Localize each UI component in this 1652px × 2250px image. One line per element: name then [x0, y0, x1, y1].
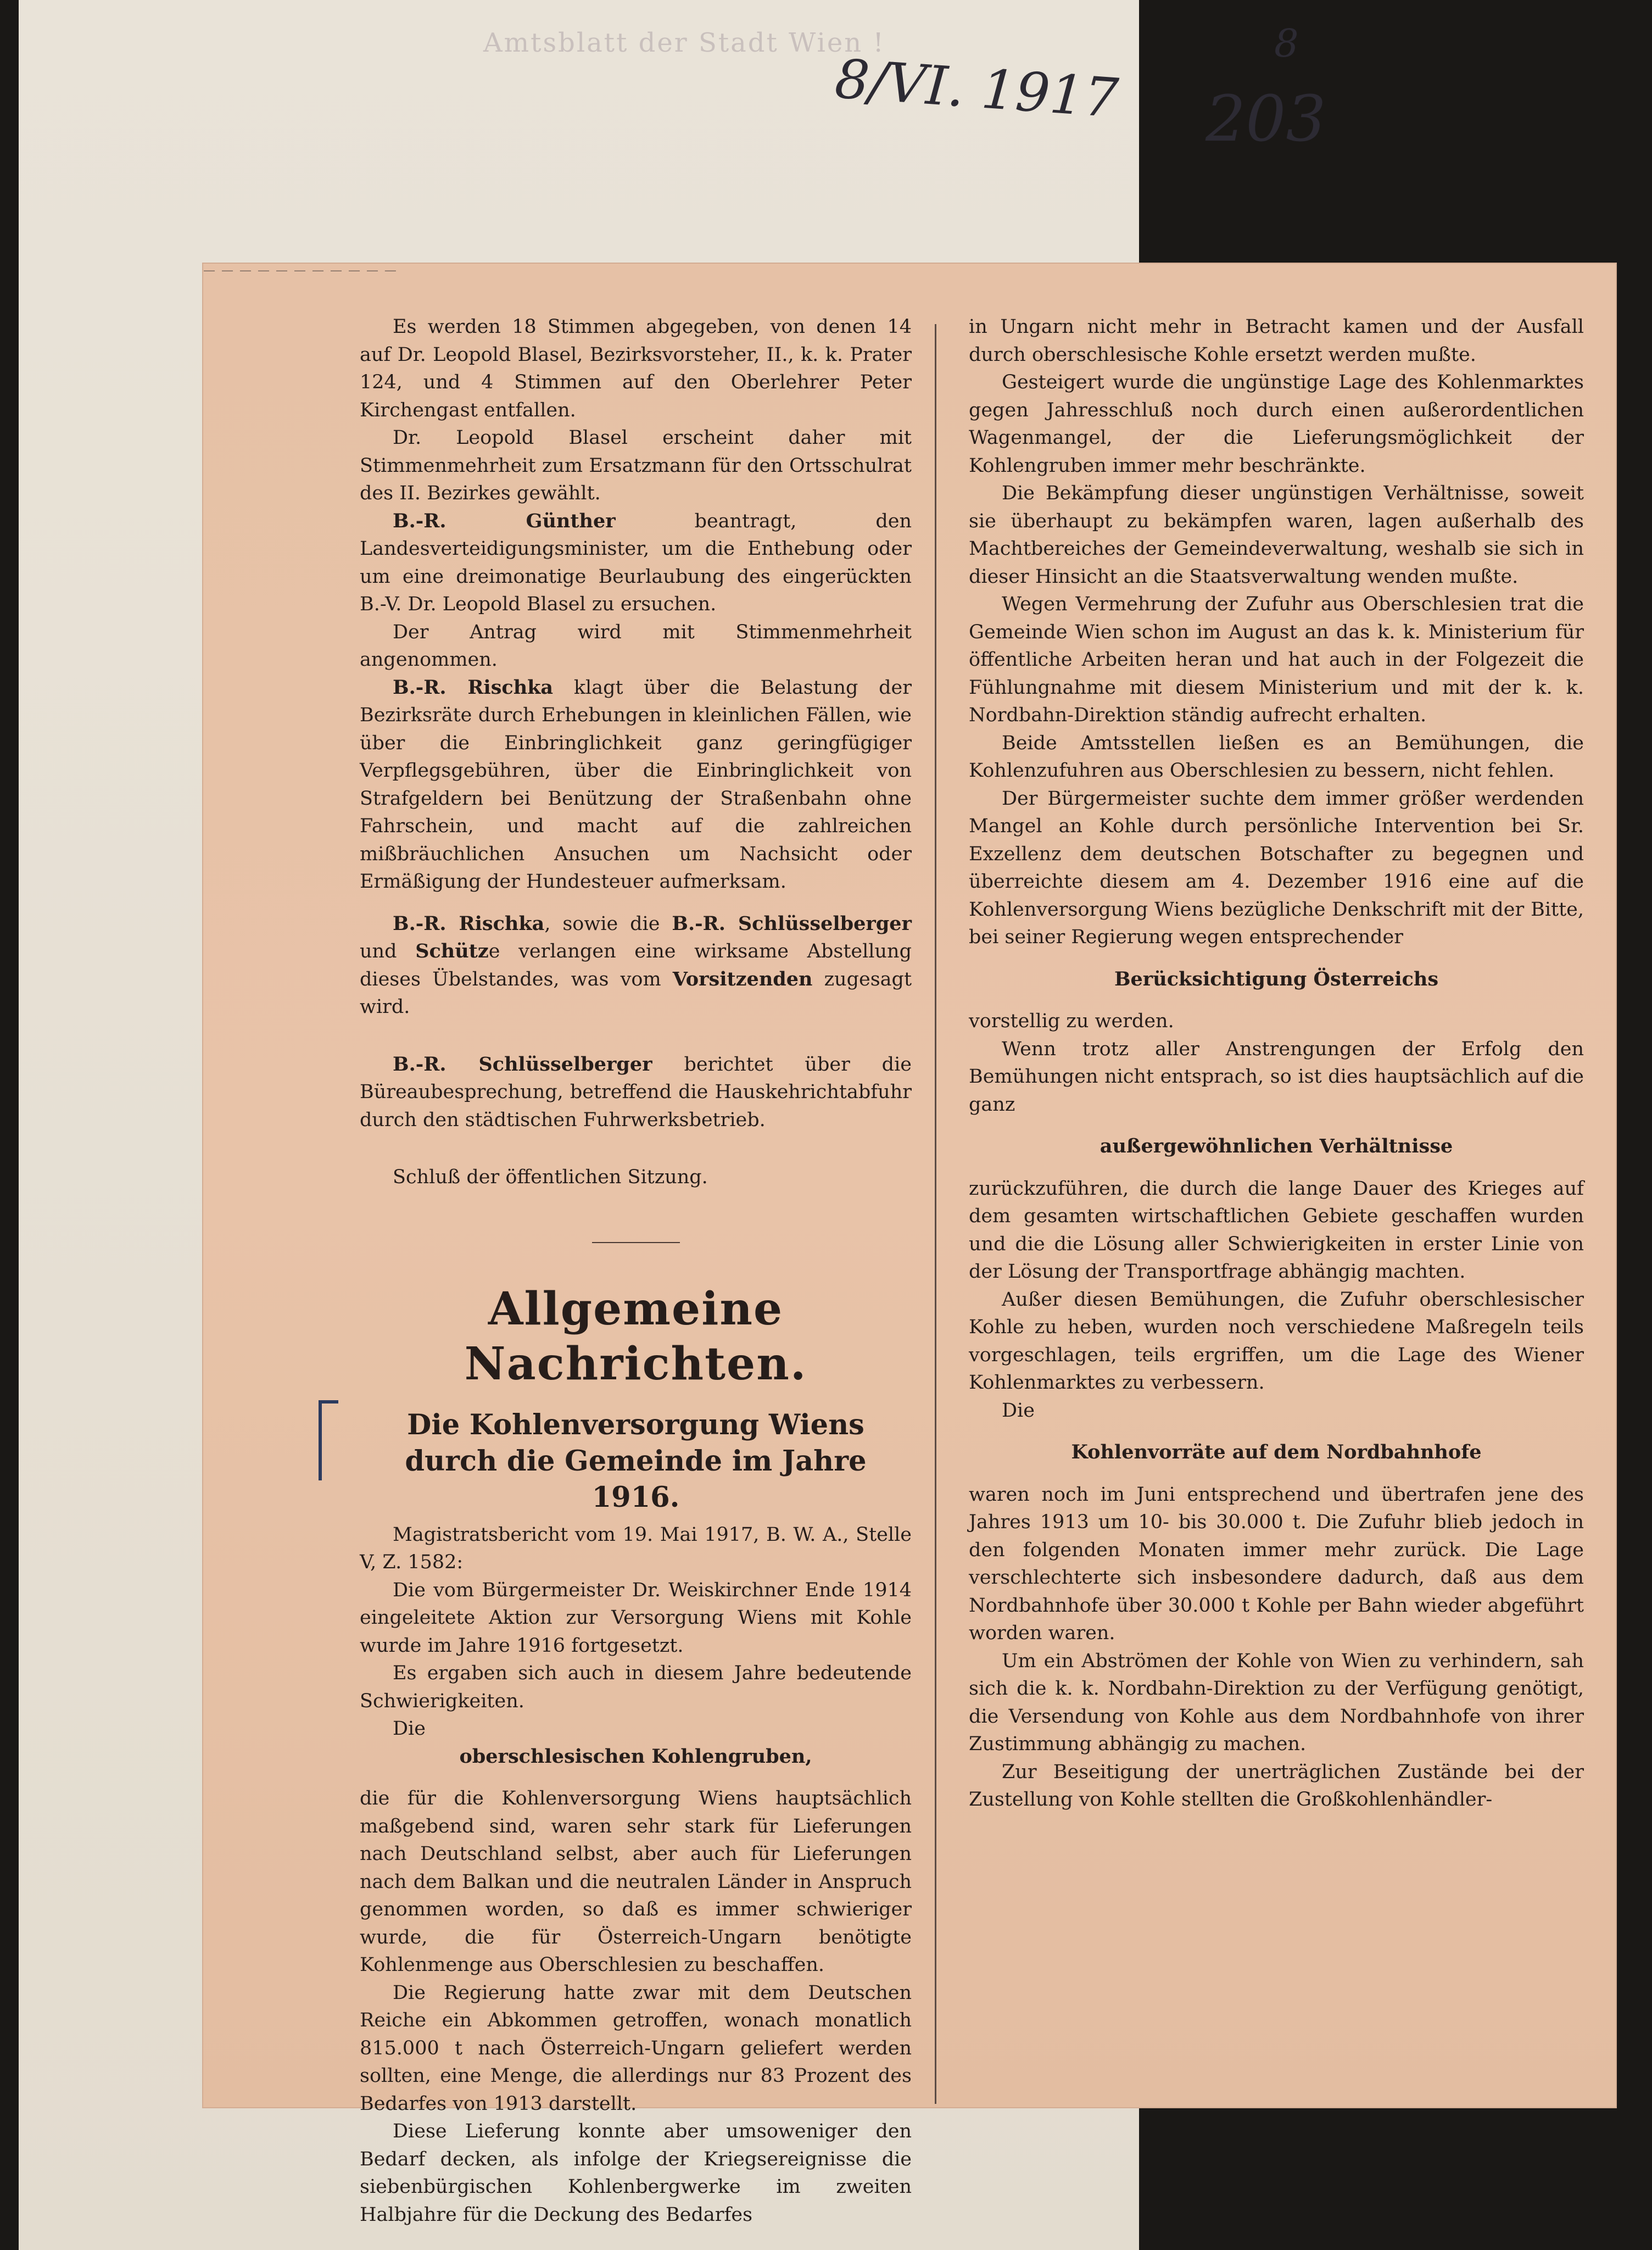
- paragraph: vorstellig zu werden.: [969, 1010, 1174, 1032]
- speaker-name: B.-R. Günther: [393, 509, 616, 532]
- paragraph: Um ein Abströmen der Kohle von Wien zu verhindern, sah sich die k. k. Nordbahn-Direktion zu der Verfügung genötigt, die Versendung von Kohle aus dem Nordbahnhofe von ihrer Zustimmung abhängig zu machen.: [969, 1650, 1584, 1755]
- left-column: [360, 313, 912, 2229]
- paragraph: B.-R. Günther beantragt, den Landesverteidigungsminister, um die Enthebung oder um eine dreimonatige Beurlaubung des eingerückten B.-V. Dr. Leopold Blasel zu ersuchen.: [360, 509, 912, 615]
- paragraph: Außer diesen Bemühungen, die Zufuhr oberschlesischer Kohle zu heben, wurden noch verschiedene Maßregeln teils vorgeschlagen, teils ergriffen, um die Lage des Wiener Kohlenmarktes zu verbessern.: [969, 1288, 1584, 1394]
- paragraph: die für die Kohlenversorgung Wiens hauptsächlich maßgebend sind, waren sehr stark für Lieferungen nach Deutschland selbst, aber auch für Lieferungen nach dem Balkan und die neutralen Länder in Anspruch genommen worden, so daß es immer schwieriger wurde, die für Österreich-Ungarn benötigte Kohlenmenge aus Oberschlesien zu beschaffen.: [360, 1787, 912, 1976]
- folio-number: 203: [1205, 82, 1326, 156]
- section-separator: [592, 1242, 680, 1243]
- paragraph: Wegen Vermehrung der Zufuhr aus Oberschlesien trat die Gemeinde Wien schon im August an das k. k. Ministerium für öffentliche Arbeiten heran und hat auch in der Folgezeit die Fühlungnahme mit diesem Ministerium und mit der k. k. Nordbahn-Direktion ständig aufrecht erhalten.: [969, 593, 1584, 726]
- paragraph: Die Bekämpfung dieser ungünstigen Verhältnisse, soweit sie überhaupt zu bekämpfen waren, lagen außerhalb des Machtbereiches der Gemeindeverwaltung, weshalb sie sich in dieser Hinsicht an die Staatsverwaltung wenden mußte.: [969, 482, 1584, 588]
- paragraph: Zur Beseitigung der unerträglichen Zustände bei der Zustellung von Kohle stellten die Großkohlenhändler-: [969, 1761, 1584, 1811]
- paragraph: Beide Amtsstellen ließen es an Bemühungen, die Kohlenzufuhren aus Oberschlesien zu bessern, nicht fehlen.: [969, 732, 1584, 782]
- speaker-name: B.-R. Schlüsselberger: [393, 1052, 652, 1076]
- paragraph: in Ungarn nicht mehr in Betracht kamen und der Ausfall durch oberschlesische Kohle ersetzt werden mußte.: [969, 316, 1584, 366]
- handwritten-date: 8/VI. 1917: [833, 48, 1120, 130]
- paragraph: Die Regierung hatte zwar mit dem Deutschen Reiche ein Abkommen getroffen, wonach monatlich 815.000 t nach Österreich-Ungarn geliefert werden sollten, eine Menge, die allerdings nur 83 Prozent des Bedarfes von 1913 darstellt.: [360, 1981, 912, 2115]
- paragraph: Es ergaben sich auch in diesem Jahre bedeutende Schwierigkeiten.: [360, 1662, 912, 1712]
- paragraph: B.-R. Schlüsselberger berichtet über die Büreaubesprechung, betreffend die Hauskehrichtabfuhr durch den städtischen Fuhrwerksbetrieb.: [360, 1052, 912, 1131]
- paragraph: B.-R. Rischka, sowie die B.-R. Schlüsselberger und Schütze verlangen eine wirksame Abstellung dieses Übelstandes, was vom Vorsitzenden zugesagt wird.: [360, 912, 912, 1018]
- paragraph: Dr. Leopold Blasel erscheint daher mit Stimmenmehrheit zum Ersatzmann für den Ortsschulrat des II. Bezirkes gewählt.: [360, 427, 912, 504]
- paragraph: Wenn trotz aller Anstrengungen der Erfolg den Bemühungen nicht entsprach, so ist dies hauptsächlich auf die ganz: [969, 1038, 1584, 1116]
- newspaper-clipping: [203, 264, 1616, 2226]
- right-column: [969, 313, 1652, 1814]
- paragraph: waren noch im Juni entsprechend und übertrafen jene des Jahres 1913 um 10- bis 30.000 t. Die Zufuhr blieb jedoch in den folgenden Monaten immer mehr zurück. Die Lage verschlechterte sich insbesondere dadurch, daß aus dem Nordbahnhofe über 30.000 t Kohle per Bahn wieder abgeführt worden waren.: [969, 1483, 1584, 1644]
- section-heading: Allgemeine Nachrichten.: [464, 1282, 807, 1390]
- pencil-bracket-mark: [319, 1400, 338, 1480]
- paragraph: Schluß der öffentlichen Sitzung.: [393, 1166, 708, 1188]
- cut-header-remnant: — — — — — — — — — — —: [203, 264, 398, 277]
- speaker-name: B.-R. Rischka: [393, 676, 554, 699]
- paragraph: Magistratsbericht vom 19. Mai 1917, B. W. A., Stelle V, Z. 1582:: [360, 1523, 912, 1573]
- paragraph: Der Antrag wird mit Stimmenmehrheit angenommen.: [360, 621, 912, 671]
- paragraph: Die: [1002, 1399, 1035, 1422]
- inline-heading: Kohlenvorräte auf dem Nordbahnhofe: [1071, 1441, 1482, 1463]
- paragraph: Die vom Bürgermeister Dr. Weiskirchner Ende 1914 eingeleitete Aktion zur Versorgung Wiens mit Kohle wurde im Jahre 1916 fortgesetzt.: [360, 1579, 912, 1657]
- paragraph: Der Bürgermeister suchte dem immer größer werdenden Mangel an Kohle durch persönliche Intervention bei Sr. Exzellenz dem deutschen Botschafter zu begegnen und überreichte diesem am 4. Dezember 1916 eine auf die Kohlenversorgung Wiens bezügliche Denkschrift mit der Bitte, bei seiner Regierung wegen entsprechender: [969, 787, 1584, 948]
- paragraph: Die: [393, 1718, 426, 1740]
- paragraph: Diese Lieferung konnte aber umsoweniger den Bedarf decken, als infolge der Kriegsereignisse die siebenbürgischen Kohlenbergwerke im zweiten Halbjahre für die Deckung des Bedarfes: [360, 2120, 912, 2226]
- paragraph: Gesteigert wurde die ungünstige Lage des Kohlenmarktes gegen Jahresschluß noch durch einen außerordentlichen Wagenmangel, der die Lieferungsmöglichkeit der Kohlengruben immer mehr beschränkte.: [969, 371, 1584, 477]
- paragraph: B.-R. Rischka klagt über die Belastung der Bezirksräte durch Erhebungen in kleinlichen Fällen, wie über die Einbringlichkeit ganz geringfügiger Verpflegsgebühren, über die Einbringlichkeit von Strafgeldern bei Benützung der Straßenbahn ohne Fahrschein, und macht auf die zahlreichen mißbräuchlichen Ansuchen um Nachsicht oder Ermäßigung der Hundesteuer aufmerksam.: [360, 676, 912, 893]
- library-stamp: Amtsblatt der Stadt Wien !: [483, 27, 885, 58]
- inline-heading: oberschlesischen Kohlengruben,: [459, 1745, 812, 1768]
- paragraph: zurückzuführen, die durch die lange Dauer des Krieges auf dem gesamten wirtschaftlichen Gebiete geschaffen wurden und die die Lösung aller Schwierigkeiten in erster Linie von der Lösung der Transportfrage abhängig machten.: [969, 1177, 1584, 1283]
- folio-number-small: 8: [1274, 21, 1299, 66]
- inline-heading: Berücksichtigung Österreichs: [1114, 967, 1439, 990]
- article-title: Die Kohlenversorgung Wiens durch die Gemeinde im Jahre 1916.: [360, 1407, 912, 1516]
- column-rule: [935, 324, 936, 2104]
- paragraph: Es werden 18 Stimmen abgegeben, von denen 14 auf Dr. Leopold Blasel, Bezirksvorsteher, II., k. k. Prater 124, und 4 Stimmen auf den Oberlehrer Peter Kirchengast entfallen.: [360, 316, 912, 421]
- inline-heading: außergewöhnlichen Verhältnisse: [1100, 1135, 1453, 1157]
